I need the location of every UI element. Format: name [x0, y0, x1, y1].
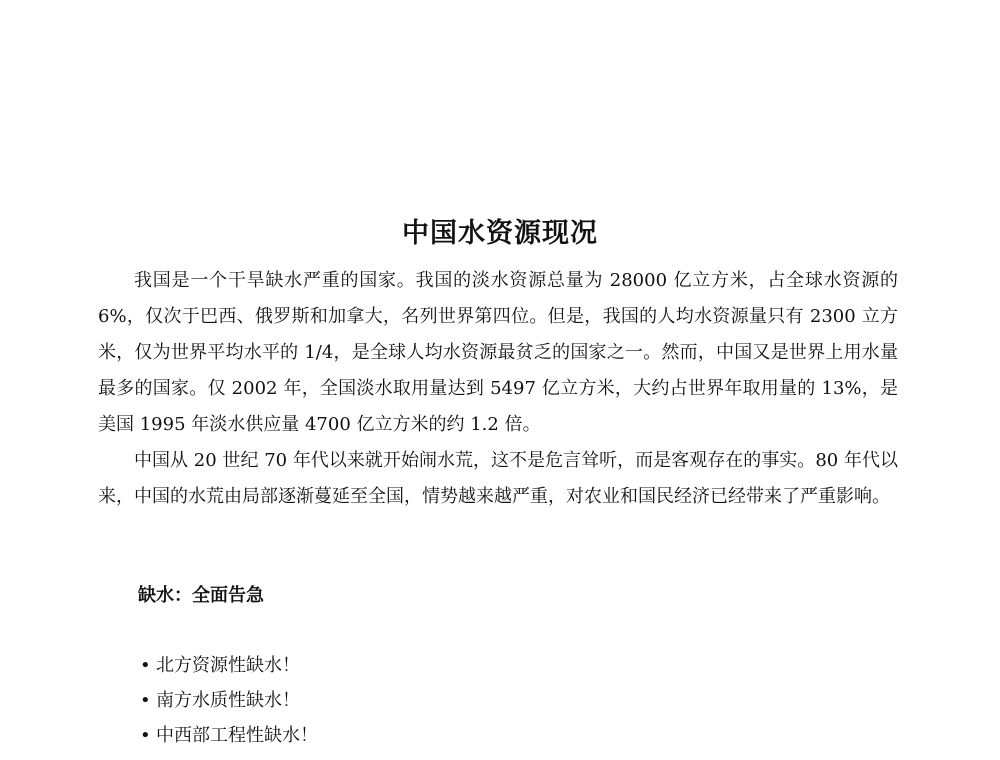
bullet-icon: •: [140, 655, 151, 676]
list-item: [140, 650, 318, 685]
paragraph-water-resources-overview: 我国是一个干旱缺水严重的国家。我国的淡水资源总量为 28000 亿立方米，占全球水资源的 6%，仅次于巴西、俄罗斯和加拿大，名列世界第四位。但是，我国的人均水资源量只有 2300 立方米，仅为世界平均水平的 1/4，是全球人均水资源最贫乏的国家之一。然而，中国又是世界上用水量最多的国家。仅 2002 年，全国淡水取用量达到 5497 亿立方米，大约占世界年取用量的 13%，是美国 1995 年淡水供应量 4700 亿立方米的约 1.2 倍。: [98, 270, 898, 435]
list-item: [140, 720, 318, 755]
list-item-text: 南方水质性缺水！: [156, 690, 300, 711]
bullet-icon: •: [140, 725, 151, 746]
page-title: 中国水资源现况: [402, 218, 598, 249]
list-item-text: 北方资源性缺水！: [156, 655, 300, 676]
section-heading-water-shortage: 缺水：全面告急: [138, 585, 264, 606]
bullet-icon: •: [140, 690, 151, 711]
list-item: [140, 685, 318, 720]
shortage-bullet-list: [140, 650, 318, 755]
paragraph-water-shortage-history: 中国从 20 世纪 70 年代以来就开始闹水荒，这不是危言耸听，而是客观存在的事实。80 年代以来，中国的水荒由局部逐渐蔓延至全国，情势越来越严重，对农业和国民经济已经带来了严重影响。: [98, 450, 898, 507]
list-item-text: 中西部工程性缺水！: [156, 725, 318, 746]
